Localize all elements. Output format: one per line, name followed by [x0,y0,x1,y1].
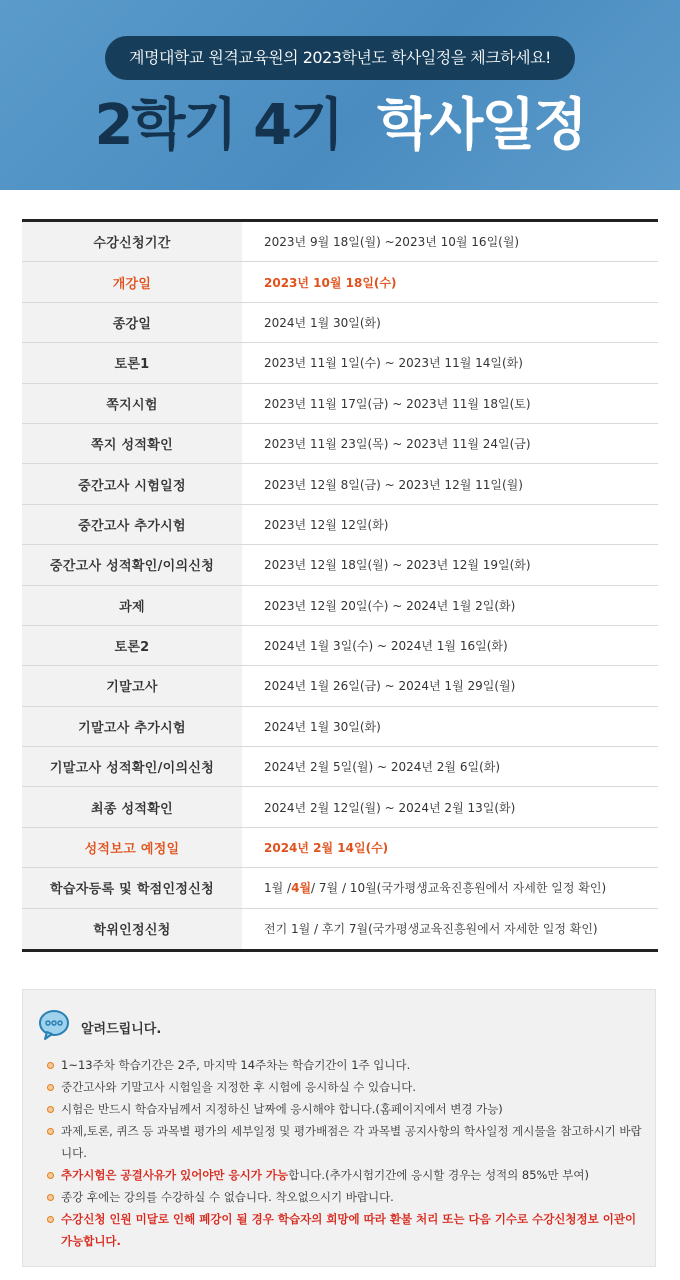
notice-item-text: 합니다.(추가시험기간에 응시할 경우는 성적의 85%만 부여) [288,1168,589,1182]
schedule-value: 2023년 11월 23일(목) ~ 2023년 11월 24일(금) [264,437,531,452]
schedule-row [22,384,658,424]
schedule-row [22,626,658,666]
schedule-table [22,219,658,952]
notice-list [47,1054,647,1252]
schedule-value: 2023년 11월 1일(수) ~ 2023년 11월 14일(화) [264,356,523,371]
schedule-value: 2024년 1월 30일(화) [264,315,381,330]
schedule-value: 2024년 2월 14일(수) [264,841,389,856]
schedule-value: 2023년 12월 12일(화) [264,517,389,532]
notice-box [22,989,656,1267]
schedule-label: 중간고사 시험일정 [22,464,242,503]
schedule-value: 2023년 12월 20일(수) ~ 2024년 1월 2일(화) [264,598,516,613]
schedule-value: 2024년 1월 30일(화) [264,719,381,734]
schedule-row [22,505,658,545]
notice-item [47,1054,647,1076]
page-title [0,90,680,162]
schedule-label: 성적보고 예정일 [22,828,242,867]
bullet-icon [47,1084,54,1091]
schedule-row [22,868,658,908]
schedule-label: 종강일 [22,303,242,342]
schedule-row [22,262,658,302]
bullet-icon [47,1194,54,1201]
bullet-icon [47,1062,54,1069]
schedule-label: 중간고사 추가시험 [22,505,242,544]
schedule-row [22,707,658,747]
notice-item-text: 시험은 반드시 학습자님께서 지정하신 날짜에 응시해야 합니다.(홈페이지에서 변경 가능) [61,1102,503,1116]
bullet-icon [47,1128,54,1135]
schedule-value: 2024년 1월 3일(수) ~ 2024년 1월 16일(화) [264,639,508,654]
notice-item-text: 종강 후에는 강의를 수강하실 수 없습니다. 착오없으시기 바랍니다. [61,1190,394,1204]
schedule-label: 기말고사 [22,666,242,705]
notice-item [47,1098,647,1120]
bullet-icon [47,1106,54,1113]
bullet-icon [47,1172,54,1179]
schedule-value: 2024년 2월 5일(월) ~ 2024년 2월 6일(화) [264,760,501,775]
schedule-label: 기말고사 추가시험 [22,707,242,746]
notice-item-text: 수강신청 인원 미달로 인해 폐강이 될 경우 학습자의 희망에 따라 환불 처리 또는 다음 기수로 수강신청정보 이관이 가능합니다. [61,1212,637,1248]
notice-item-text: 1~13주차 학습기간은 2주, 마지막 14주차는 학습기간이 1주 입니다. [61,1058,411,1072]
schedule-value: 2023년 10월 18일(수) [264,275,397,290]
schedule-label: 토론1 [22,343,242,382]
schedule-row [22,909,658,949]
page-title-term: 2학기 4기 [94,93,343,158]
schedule-row [22,586,658,626]
schedule-label: 학습자등록 및 학점인정신청 [22,868,242,907]
schedule-label: 학위인정신청 [22,909,242,949]
schedule-value: 2023년 11월 17일(금) ~ 2023년 11월 18일(토) [264,396,531,411]
notice-item [47,1164,647,1186]
schedule-row [22,424,658,464]
schedule-row [22,666,658,706]
schedule-value: 2023년 9월 18일(월) ~2023년 10월 16일(월) [264,235,520,250]
schedule-row [22,464,658,504]
schedule-label: 중간고사 성적확인/이의신청 [22,545,242,584]
schedule-value [242,868,658,907]
schedule-label: 기말고사 성적확인/이의신청 [22,747,242,786]
schedule-label: 최종 성적확인 [22,787,242,826]
notice-item-text: 과제,토론, 퀴즈 등 과목별 평가의 세부일정 및 평가배점은 각 과목별 공지사항의 학사일정 게시물을 참고하시기 바랍니다. [61,1124,642,1160]
schedule-row [22,303,658,343]
schedule-value: 2023년 12월 8일(금) ~ 2023년 12월 11일(월) [264,477,523,492]
schedule-value-part: 1월 / [264,881,292,896]
notice-item-emphasis: 추가시험은 공결사유가 있어야만 응시가 가능 [61,1168,289,1182]
schedule-value: 2024년 2월 12일(월) ~ 2024년 2월 13일(화) [264,800,516,815]
schedule-row [22,787,658,827]
notice-title: 알려드립니다. [81,1022,162,1037]
schedule-label: 토론2 [22,626,242,665]
schedule-label: 쪽지시험 [22,384,242,423]
schedule-row [22,828,658,868]
schedule-label: 개강일 [22,262,242,301]
notice-item [47,1120,647,1164]
schedule-row [22,222,658,262]
speech-bubble-icon [37,1008,71,1042]
schedule-value-part: 4월 [291,881,312,896]
schedule-row [22,747,658,787]
notice-item [47,1186,647,1208]
header-banner [0,0,680,190]
schedule-row [22,545,658,585]
schedule-label: 과제 [22,586,242,625]
notice-item [47,1208,647,1252]
notice-item-text: 중간고사와 기말고사 시험일을 지정한 후 시험에 응시하실 수 있습니다. [61,1080,417,1094]
bullet-icon [47,1216,54,1223]
header-subtitle: 계명대학교 원격교육원의 2023학년도 학사일정을 체크하세요! [105,36,575,80]
schedule-row [22,343,658,383]
notice-item [47,1076,647,1098]
schedule-value: 2024년 1월 26일(금) ~ 2024년 1월 29일(월) [264,679,516,694]
schedule-value-part: / 7월 / 10월(국가평생교육진흥원에서 자세한 일정 확인) [311,881,607,896]
schedule-value: 2023년 12월 18일(월) ~ 2023년 12월 19일(화) [264,558,531,573]
page-title-main: 학사일정 [377,93,586,158]
schedule-value: 전기 1월 / 후기 7월(국가평생교육진흥원에서 자세한 일정 확인) [264,922,598,937]
schedule-label: 쪽지 성적확인 [22,424,242,463]
schedule-label: 수강신청기간 [22,222,242,261]
